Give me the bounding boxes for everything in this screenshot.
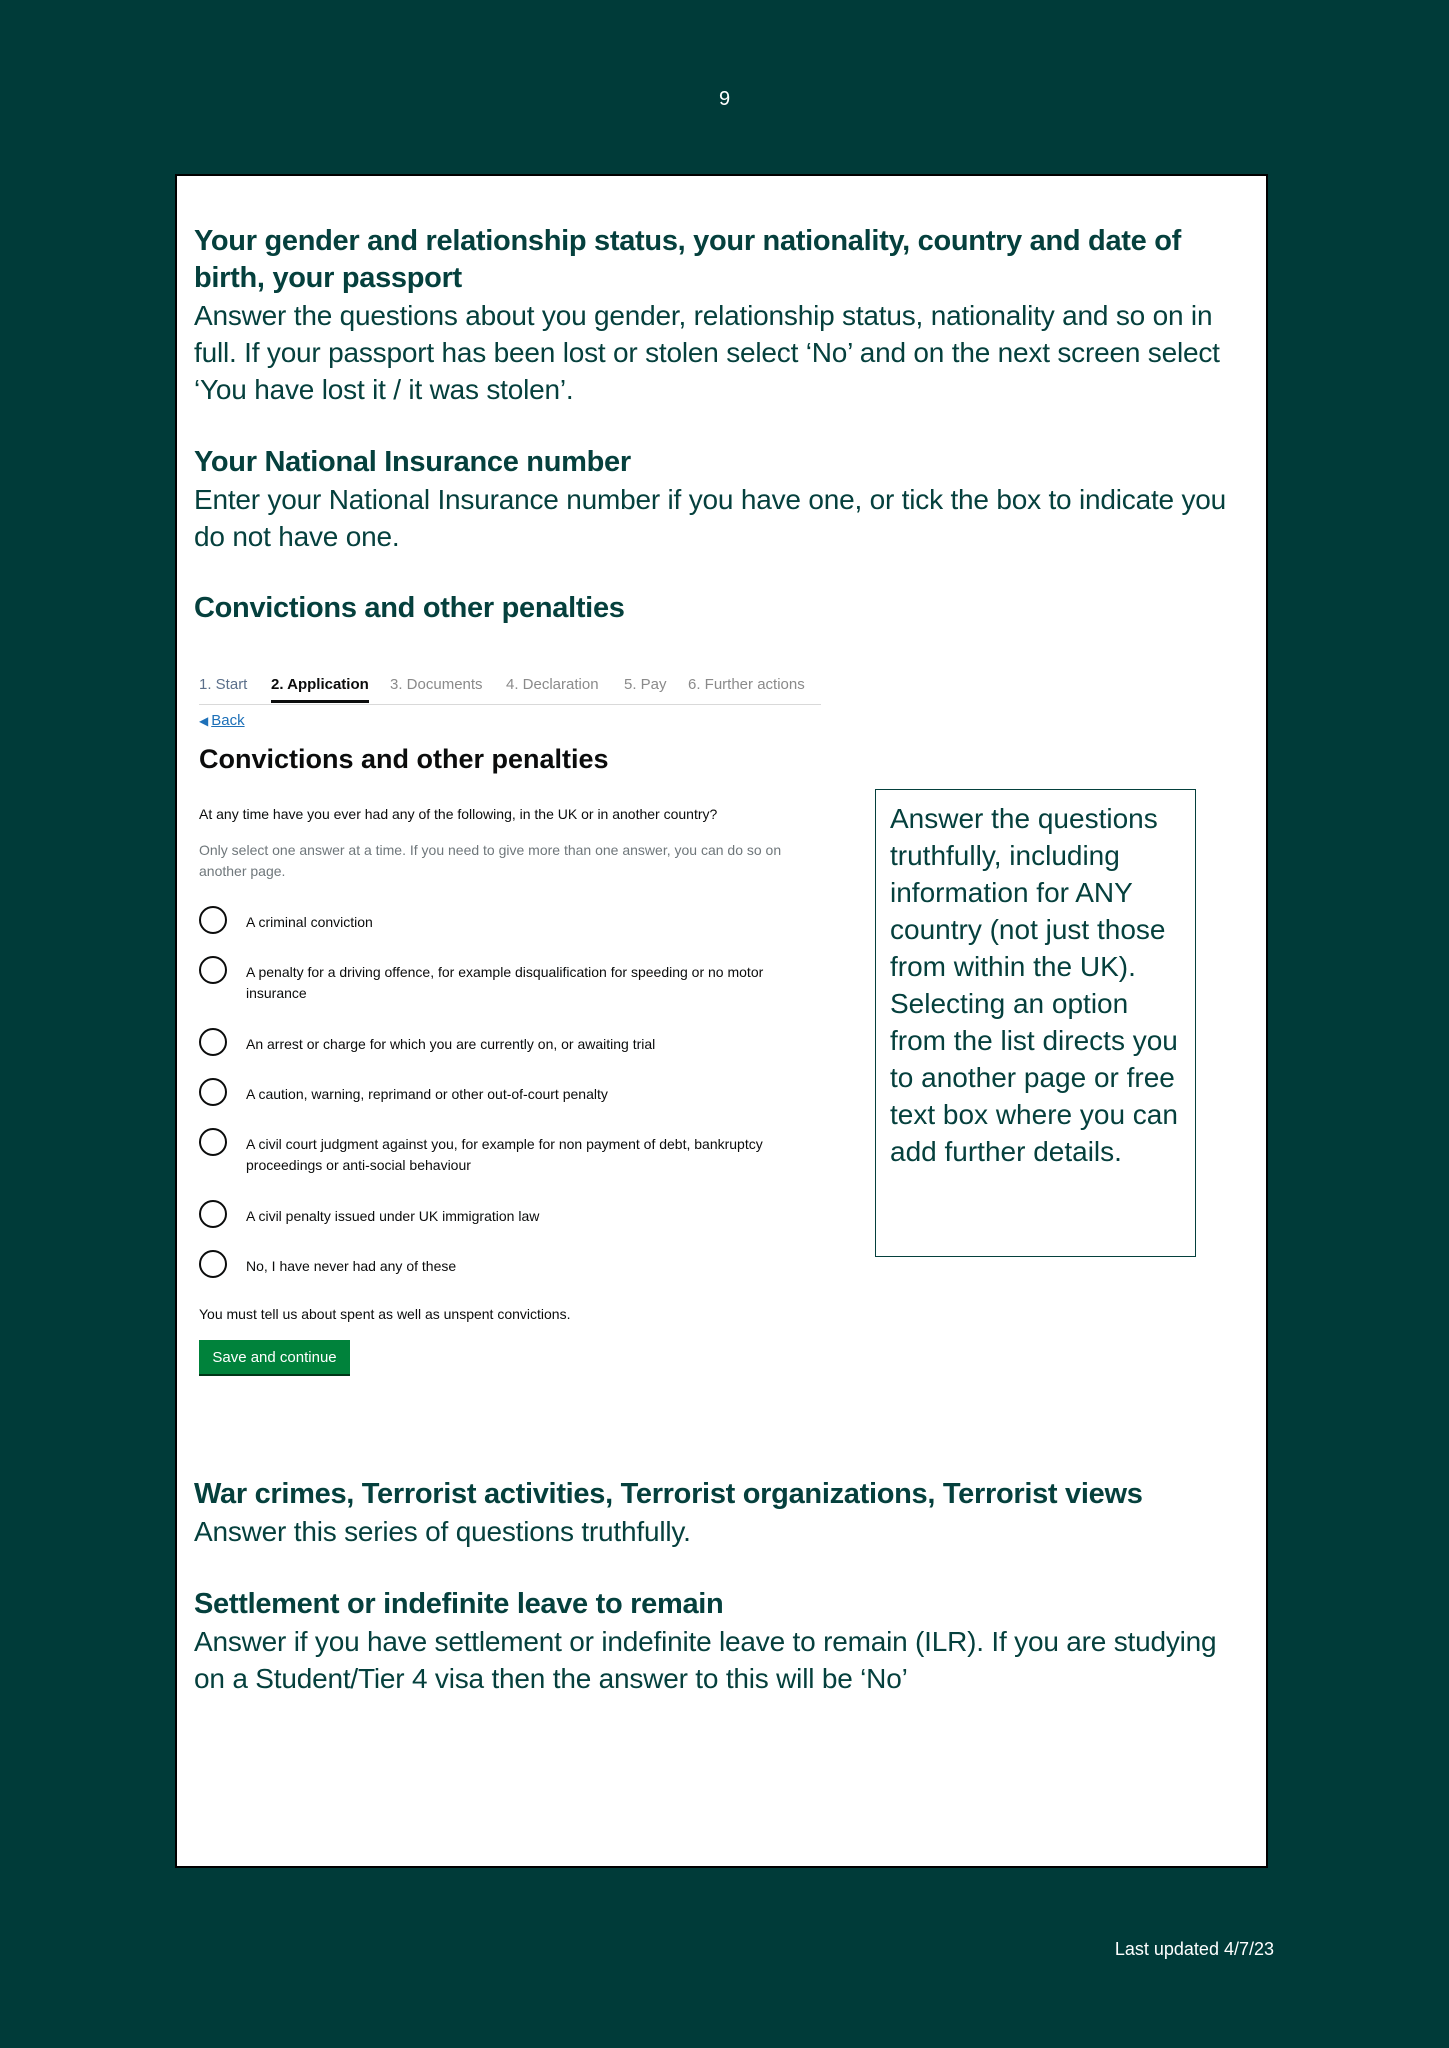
section-settlement [194,1586,1246,1697]
form-title: Convictions and other penalties [199,744,609,774]
radio-none[interactable] [199,1250,766,1278]
radio-label[interactable]: An arrest or charge for which you are currently on, or awaiting trial [246,1036,656,1052]
back-link[interactable] [199,712,245,729]
section-heading: Convictions and other penalties [194,592,625,624]
radio-circle[interactable] [199,906,227,934]
radio-label[interactable]: A penalty for a driving offence, for example disqualification for speeding or no motor insurance [246,964,764,1001]
radio-civil-court-judgment[interactable] [199,1128,766,1176]
radio-driving-offence[interactable] [199,956,766,1004]
triangle-left-icon: ◀ [199,714,209,728]
radio-circle[interactable] [199,1200,227,1228]
radio-label[interactable]: A caution, warning, reprimand or other out-of-court penalty [246,1086,608,1102]
content-card [175,174,1268,1868]
save-and-continue-button[interactable]: Save and continue [199,1340,350,1374]
form-screenshot [199,666,849,1566]
section-heading: Your gender and relationship status, your nationality, country and date of birth, your passport [194,225,1182,294]
radio-label[interactable]: A criminal conviction [246,914,373,930]
radio-label[interactable]: No, I have never had any of these [246,1258,457,1274]
callout-box [875,789,1196,1257]
callout-text: Answer the questions truthfully, including information for ANY country (not just those from within the UK). [890,803,1166,982]
radio-label[interactable]: A civil penalty issued under UK immigration law [246,1208,540,1224]
step-further-actions[interactable]: 6. Further actions [688,676,805,693]
step-start[interactable]: 1. Start [199,676,248,693]
section-body: Answer if you have settlement or indefinite leave to remain (ILR). If you are studying on a Student/Tier 4 visa then the answer to this will be ‘No’ [194,1626,1217,1694]
callout-text: Selecting an option from the list directs you to another page or free text box where you can add further details. [890,988,1178,1167]
radio-criminal-conviction[interactable] [199,906,766,934]
section-personal [194,223,1246,408]
section-body: Answer this series of questions truthfully. [194,1516,691,1547]
section-heading: Your National Insurance number [194,446,631,478]
radio-circle[interactable] [199,1250,227,1278]
section-body: Answer the questions about you gender, relationship status, nationality and so on in full. If your passport has been lost or stolen select ‘No’ and on the next screen select ‘You have lost it / it was stolen’. [194,300,1220,405]
last-updated: Last updated 4/7/23 [1114,1939,1274,1959]
step-declaration[interactable]: 4. Declaration [506,676,599,693]
form-hint: Only select one answer at a time. If you need to give more than one answer, you can do so on another page. [199,842,782,879]
radio-label[interactable]: A civil court judgment against you, for example for non payment of debt, bankruptcy proceedings or anti-social behaviour [246,1136,763,1173]
section-body: Enter your National Insurance number if you have one, or tick the box to indicate you do not have one. [194,484,1227,552]
section-nin [194,444,1246,555]
back-label: Back [211,712,245,729]
spent-convictions-note: You must tell us about spent as well as unspent convictions. [199,1306,571,1322]
section-war-crimes [194,1476,1246,1550]
radio-caution[interactable] [199,1078,766,1106]
radio-circle[interactable] [199,1028,227,1056]
section-heading: War crimes, Terrorist activities, Terrorist organizations, Terrorist views [194,1478,1143,1510]
radio-civil-penalty[interactable] [199,1200,766,1228]
section-heading: Settlement or indefinite leave to remain [194,1588,724,1620]
step-pay[interactable]: 5. Pay [624,676,667,693]
radio-arrest-or-charge[interactable] [199,1028,766,1056]
radio-circle[interactable] [199,1128,227,1156]
radio-circle[interactable] [199,956,227,984]
step-documents[interactable]: 3. Documents [390,676,483,693]
radio-circle[interactable] [199,1078,227,1106]
page-number: 9 [718,88,731,110]
step-indicator [199,666,821,705]
form-question: At any time have you ever had any of the following, in the UK or in another country? [199,806,718,822]
step-application[interactable]: 2. Application [271,676,369,693]
section-convictions [194,590,1246,627]
